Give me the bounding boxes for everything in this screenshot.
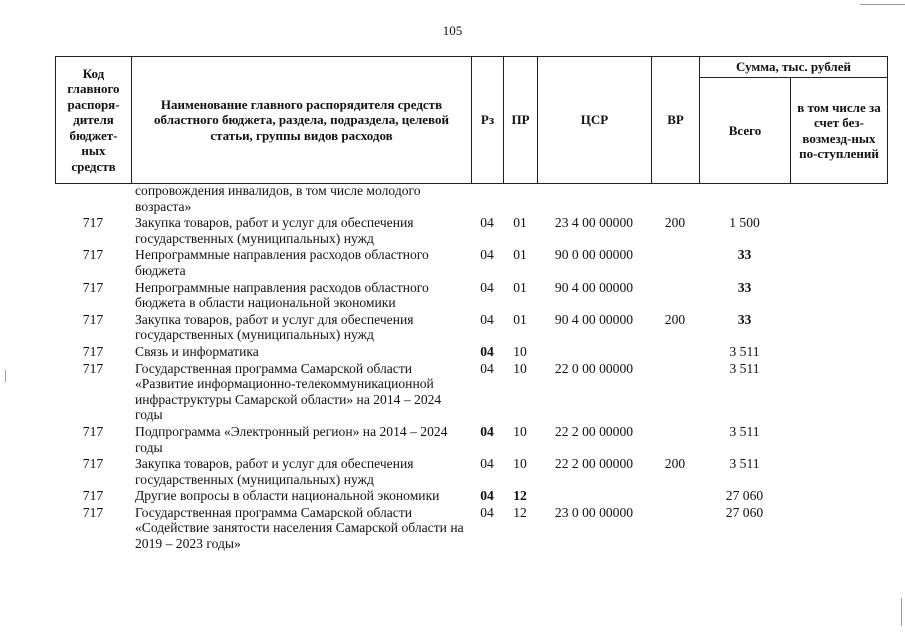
cell-csr [537,344,651,361]
cell-name: Непрограммные направления расходов областного бюджета в области национальной экономики [135,279,429,311]
cell-rz: 04 [480,423,494,439]
cell-pr: 10 [513,423,527,439]
table-row [55,312,887,344]
table-row [55,247,887,279]
header-total: Всего [700,78,791,184]
cell-csr: 23 4 00 00000 [554,215,634,231]
cell-code: 717 [82,423,104,439]
cell-total: 3 511 [729,456,760,472]
cell-rz: 04 [480,215,494,231]
header-free: в том числе за счет без-возмезд-ных по-ступлений [791,78,888,184]
cell-name: Закупка товаров, работ и услуг для обеспечения государственных (муниципальных) нужд [135,215,414,246]
cell-free [790,344,887,361]
cell-code: 717 [82,311,104,327]
cell-total: 3 511 [729,343,760,359]
header-sum-group: Сумма, тыс. рублей [700,57,888,78]
cell-rz: 04 [480,247,494,263]
cell-rz: 04 [480,311,494,327]
page-number: 105 [442,23,463,38]
table-row [55,344,887,361]
cell-vr: 200 [664,456,686,472]
cell-total [699,183,790,215]
header-code: Код главного распоря-дителя бюджет-ных средств [56,57,132,184]
cell-rz: 04 [480,360,494,376]
cell-free [790,488,887,505]
scan-edge-mark-left [5,370,6,382]
cell-csr: 22 2 00 00000 [554,456,634,472]
cell-vr [651,361,699,424]
cell-csr: 90 4 00 00000 [554,279,634,295]
cell-pr [503,183,537,215]
cell-free [790,361,887,424]
cell-name: Другие вопросы в области национальной экономики [135,488,440,504]
cell-total: 33 [737,311,752,327]
cell-code: 717 [82,488,104,504]
cell-name: Закупка товаров, работ и услуг для обеспечения государственных (муниципальных) нужд [135,311,414,343]
cell-csr: 22 2 00 00000 [554,423,634,439]
cell-code: 717 [82,247,104,263]
header-csr: ЦСР [538,57,652,184]
cell-name: Подпрограмма «Электронный регион» на 2014 – 2024 годы [135,423,448,455]
cell-free [790,247,887,279]
cell-total: 3 511 [729,423,760,439]
cell-total: 27 060 [725,504,764,520]
table-row [55,488,887,505]
cell-code: 717 [82,456,104,472]
cell-rz: 04 [480,279,494,295]
cell-total: 3 511 [729,360,760,376]
table-body [55,183,887,553]
header-name: Наименование главного распорядителя средств областного бюджета, раздела, подраздела, целевой статьи, группы видов расходов [132,57,472,184]
table-row [55,424,887,456]
cell-vr: 200 [664,311,686,327]
cell-vr [651,505,699,553]
cell-pr: 10 [513,456,527,472]
table-row [55,183,887,215]
cell-total: 1 500 [729,215,760,231]
cell-pr: 12 [513,488,527,504]
cell-pr: 01 [513,247,527,263]
cell-vr [651,247,699,279]
cell-pr: 12 [513,504,527,520]
scan-edge-mark-top [860,4,905,5]
table-row [55,456,887,488]
cell-csr: 23 0 00 00000 [554,504,634,520]
cell-code: 717 [82,343,104,359]
header-rz: Рз [472,57,504,184]
cell-free [790,312,887,344]
header-pr: ПР [504,57,538,184]
cell-name: Государственная программа Самарской области «Содействие занятости населения Самарской области на 2019 – 2023 годы» [135,504,464,552]
cell-csr: 22 0 00 00000 [554,360,634,376]
cell-free [790,424,887,456]
header-vr: ВР [652,57,700,184]
cell-vr [651,488,699,505]
cell-vr [651,280,699,312]
cell-rz: 04 [480,343,494,359]
cell-vr [651,183,699,215]
cell-pr: 10 [513,343,527,359]
cell-pr: 10 [513,360,527,376]
cell-free [790,280,887,312]
cell-vr [651,344,699,361]
scan-edge-mark-right [901,598,902,626]
cell-code: 717 [82,215,104,231]
cell-name: Закупка товаров, работ и услуг для обеспечения государственных (муниципальных) нужд [135,456,414,487]
table-row [55,215,887,247]
cell-name: Связь и информатика [135,343,259,359]
cell-csr [537,183,651,215]
cell-rz: 04 [480,504,494,520]
cell-pr: 01 [513,279,527,295]
cell-csr [537,488,651,505]
cell-csr: 90 0 00 00000 [554,247,634,263]
table-row [55,361,887,424]
cell-pr: 01 [513,311,527,327]
cell-code [55,183,131,215]
cell-name: Государственная программа Самарской области «Развитие информационно-телекоммуникационной инфраструктуры Самарской области» на 2014 – 2024 годы [135,360,442,423]
cell-rz [471,183,503,215]
cell-code: 717 [82,504,104,520]
cell-total: 33 [737,279,752,295]
cell-rz: 04 [480,488,494,504]
table-row [55,505,887,553]
cell-vr [651,424,699,456]
cell-free [790,215,887,247]
cell-total: 27 060 [725,488,764,504]
table-row [55,280,887,312]
table-header [55,56,888,184]
cell-free [790,183,887,215]
cell-vr: 200 [664,215,686,231]
cell-free [790,505,887,553]
cell-code: 717 [82,279,104,295]
cell-free [790,456,887,488]
cell-pr: 01 [513,215,527,231]
cell-rz: 04 [480,456,494,472]
cell-total: 33 [737,247,752,263]
cell-code: 717 [82,360,104,376]
cell-csr: 90 4 00 00000 [554,311,634,327]
cell-name: сопровождения инвалидов, в том числе молодого возраста» [135,183,421,214]
cell-name: Непрограммные направления расходов областного бюджета [135,247,429,278]
